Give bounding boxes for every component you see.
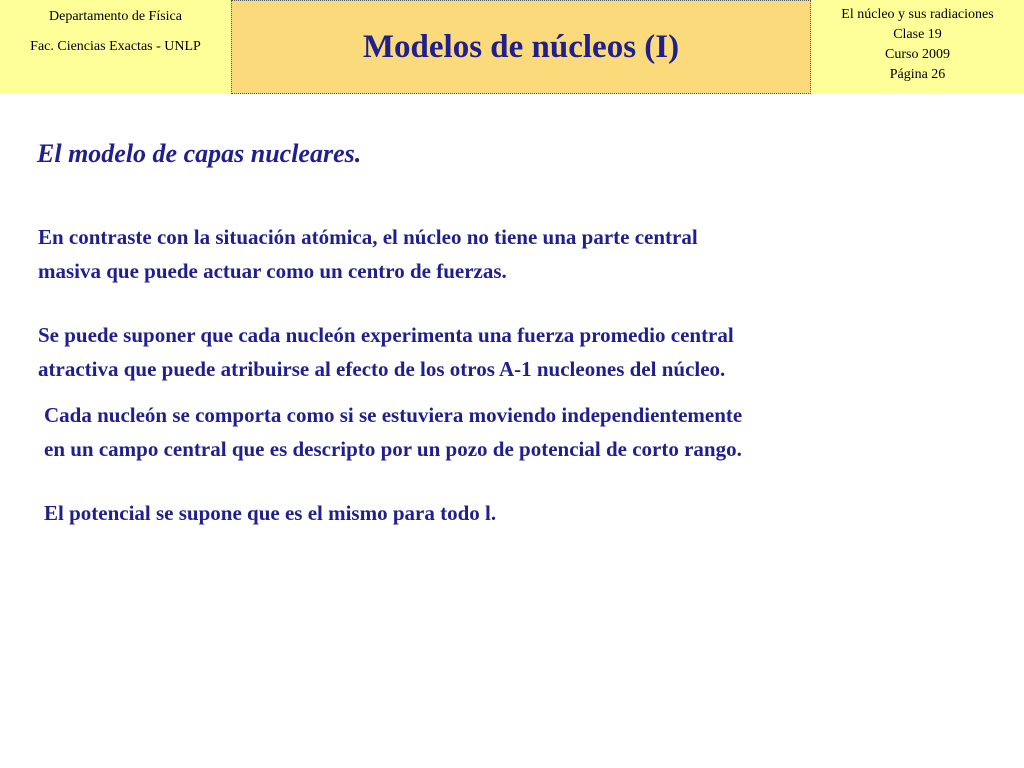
paragraph-2: [38, 318, 734, 386]
paragraph-line: El potencial se supone que es el mismo para todo l.: [44, 501, 497, 525]
paragraph-line: en un campo central que es descripto por un pozo de potencial de corto rango.: [44, 437, 742, 461]
page-number: Página 26: [889, 67, 946, 82]
paragraph-3: [44, 398, 742, 466]
paragraph-line: En contraste con la situación atómica, el núcleo no tiene una parte central: [38, 225, 698, 249]
paragraph-4: [44, 496, 496, 530]
department-label: Departamento de Física: [49, 9, 182, 24]
paragraph-line: Cada nucleón se comporta como si se estuviera moviendo independientemente: [44, 403, 743, 427]
header-course-box: [811, 0, 1024, 94]
paragraph-line: Se puede suponer que cada nucleón experimenta una fuerza promedio central: [38, 323, 734, 347]
header-institution-box: [0, 0, 231, 94]
paragraph-line: masiva que puede actuar como un centro de fuerzas.: [38, 259, 507, 283]
course-name: El núcleo y sus radiaciones: [841, 7, 994, 22]
class-number: Clase 19: [893, 27, 942, 42]
course-year: Curso 2009: [885, 47, 950, 62]
header-title-box: [231, 0, 811, 94]
paragraph-1: [38, 220, 698, 288]
section-subtitle: El modelo de capas nucleares.: [37, 139, 362, 168]
slide-title: Modelos de núcleos (I): [362, 29, 680, 65]
paragraph-line: atractiva que puede atribuirse al efecto de los otros A-1 nucleones del núcleo.: [38, 357, 726, 381]
faculty-label: Fac. Ciencias Exactas - UNLP: [30, 39, 201, 54]
